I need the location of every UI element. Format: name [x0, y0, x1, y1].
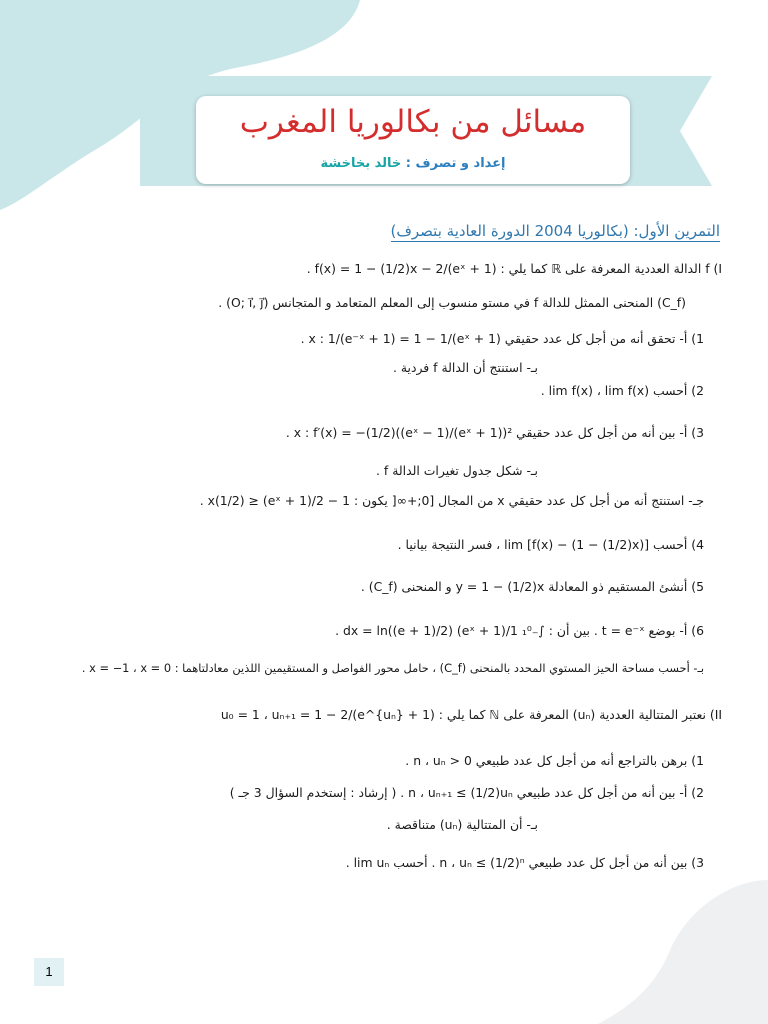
page-title: مسائل من بكالوريا المغرب [239, 104, 587, 140]
exercise-line-15: 2) أ- بين أنه من أجل كل عدد طبيعي n ، uₙ₊₁ ≤ (1/2)uₙ . ( إرشاد : إستخدم السؤال 3 جـ ) [229, 785, 704, 800]
exercise-line-1: f (I الدالة العددية المعرفة على ℝ كما يلي : f(x) = 1 − (1/2)x − 2/(eˣ + 1) . [306, 261, 722, 276]
bottom-right-wave-decoration [598, 880, 768, 1024]
exercise-line-8: جـ- استنتج أنه من أجل كل عدد حقيقي x من المجال [0;+∞[ يكون : 1 − 2/(eˣ + 1) ≤ (1/2)x . [199, 493, 704, 508]
exercise-line-10: 5) أنشئ المستقيم ذو المعادلة y = 1 − (1/2)x و المنحنى (C_f) . [360, 579, 704, 594]
exercise-line-13: II) نعتبر المتتالية العددية (uₙ) المعرفة على ℕ كما يلي : u₀ = 1 ، uₙ₊₁ = 1 − 2/(e^{uₙ} + 1) [220, 707, 722, 722]
exercise-line-2: (C_f) المنحنى الممثل للدالة f في مستو منسوب إلى المعلم المتعامد و المتجانس (O; i⃗, j⃗) . [218, 295, 686, 310]
exercise-line-17: 3) بين أنه من أجل كل عدد طبيعي n ، uₙ ≤ (1/2)ⁿ . أحسب lim uₙ . [345, 855, 704, 870]
page-subtitle [196, 156, 630, 171]
author-name: خالد بخاخشة [320, 156, 402, 171]
exercise-line-3: 1) أ- تحقق أنه من أجل كل عدد حقيقي x : 1/(e⁻ˣ + 1) = 1 − 1/(eˣ + 1) . [300, 331, 704, 346]
exercise-line-12: بـ- أحسب مساحة الحيز المستوي المحدد بالمنحنى (C_f) ، حامل محور الفواصل و المستقيمين اللذين معادلتاهما : x = −1 ، x = 0 . [81, 661, 704, 675]
exercise-line-11: 6) أ- بوضع t = e⁻ˣ . بين أن : ∫₋₁⁰ 1/(1 + eˣ) dx = ln((e + 1)/2) . [335, 623, 704, 638]
page-number-badge: 1 [34, 958, 64, 986]
exercise-title: التمرين الأول: (بكالوريا 2004 الدورة العادية بتصرف) [390, 222, 720, 240]
exercise-line-7: بـ- شكل جدول تغيرات الدالة f . [376, 463, 538, 478]
exercise-line-5: 2) أحسب lim f(x) ، lim f(x) . [540, 383, 704, 398]
exercise-line-4: بـ- استنتج أن الدالة f فردية . [392, 360, 538, 375]
exercise-line-9: 4) أحسب lim [f(x) − (1 − (1/2)x)] ، فسر النتيجة بيانيا . [397, 537, 704, 552]
exercise-line-6: 3) أ- بين أنه من أجل كل عدد حقيقي x : f′(x) = −(1/2)((eˣ − 1)/(eˣ + 1))² . [285, 425, 704, 440]
exercise-line-16: بـ- أن المتتالية (uₙ) متناقصة . [386, 817, 538, 832]
subtitle-prefix: إعداد و تصرف : [405, 156, 506, 171]
exercise-line-14: 1) برهن بالتراجع أنه من أجل كل عدد طبيعي n ، uₙ > 0 . [405, 753, 704, 768]
